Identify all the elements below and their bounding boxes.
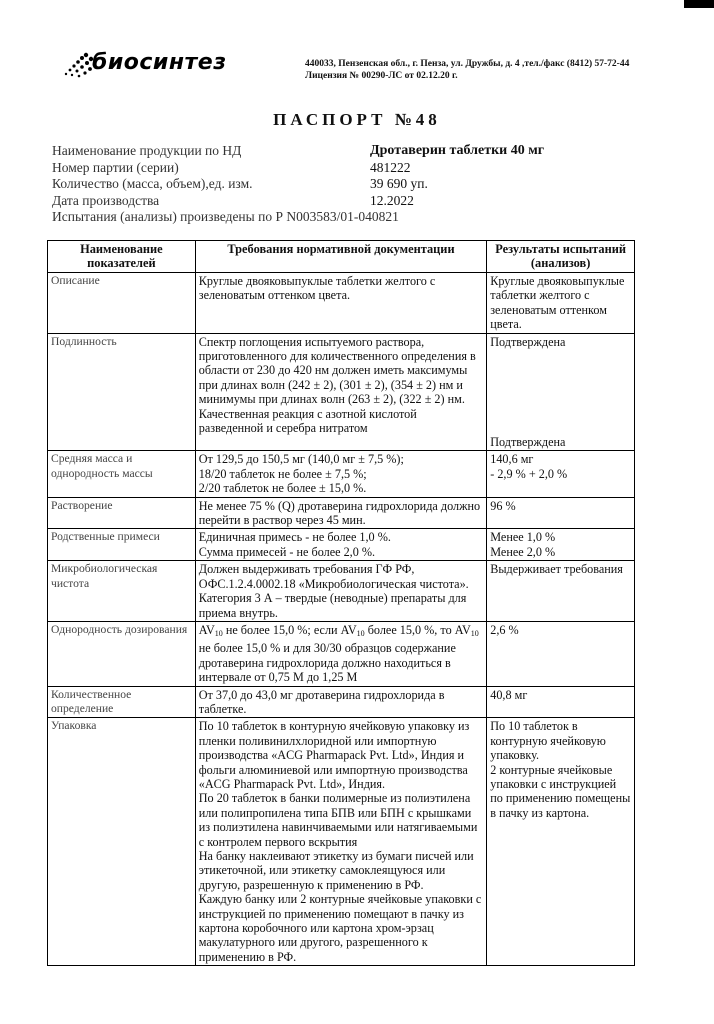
result-cell: 96 % [487, 497, 635, 529]
result-cell: 2,6 % [487, 621, 635, 686]
requirement-cell: По 10 таблеток в контурную ячейковую упаковку из пленки поливинилхлоридной или импортную производства «ACG Pharmapack Pvt. Ltd», Индия и фольги алюминиевой или импортную производства «ACG Pharmapack Pvt. Ltd», Индия. По 20 таблеток в банки полимерные из полиэтилена или полипропилена типа БПВ или БПН с крышками из полиэтилена навинчиваемыми или натягиваемыми с контролем первого вскрытия На банку наклеивают этикетку из бумаги писчей или этикеточной, или этикетку самоклеящуюся или другую, разрешенную к применению в РФ. Каждую банку или 2 контурные ячейковые упаковки с инструкцией по применению помещают в пачку из картона коробочного или картона хром-эрзац макулатурного или другого, разрешенного к применению в РФ. [195, 718, 486, 966]
av-subscript: 10 [470, 628, 479, 638]
result-cell: Круглые двояковыпуклые таблетки желтого с зеленоватым оттенком цвета. [487, 273, 635, 334]
result-cell [487, 333, 635, 451]
av-subscript: 10 [356, 628, 365, 638]
requirement-text: не более 15,0 % и для 30/30 образцов содержание дротаверина гидрохлорида должно находиться в интервале от 0,75 М до 1,25 М [198, 641, 456, 685]
table-row [48, 718, 635, 966]
table-row [48, 686, 635, 718]
indicator-cell: Растворение [48, 497, 196, 529]
requirement-text: более 15,0 %, то [364, 622, 455, 637]
av-subscript: 10 [214, 628, 223, 638]
requirement-cell: Круглые двояковыпуклые таблетки желтого с зеленоватым оттенком цвета. [195, 273, 486, 334]
requirement-cell: Единичная примесь - не более 1,0 %. Сумма примесей - не более 2,0 %. [195, 529, 486, 561]
result-cell: 140,6 мг - 2,9 % + 2,0 % [487, 451, 635, 497]
result-cell: Выдерживает требования [487, 561, 635, 622]
meta-value: 39 690 уп. [370, 176, 428, 191]
result-value: Подтверждена [490, 435, 566, 450]
address-line: 440033, Пензенская обл., г. Пенза, ул. Дружбы, д. 4 ,тел./факс (8412) 57-72-44 [305, 59, 630, 69]
av-label: AV [454, 622, 471, 637]
requirement-cell [195, 621, 486, 686]
test-results-table [47, 240, 635, 966]
requirement-cell: От 37,0 до 43,0 мг дротаверина гидрохлорида в таблетке. [195, 686, 486, 718]
requirement-cell: Не менее 75 % (Q) дротаверина гидрохлорида должно перейти в раствор через 45 мин. [195, 497, 486, 529]
meta-label: Дата производства [52, 192, 160, 208]
indicator-cell: Средняя масса и однородность массы [48, 451, 196, 497]
indicator-cell: Однородность дозирования [48, 621, 196, 686]
meta-row-quantity [52, 176, 672, 193]
meta-value: 12.2022 [370, 192, 414, 208]
result-cell: Менее 1,0 % Менее 2,0 % [487, 529, 635, 561]
meta-row-date [52, 193, 672, 210]
meta-value: Дротаверин таблетки 40 мг [370, 143, 545, 158]
table-row [48, 529, 635, 561]
result-value: Подтверждена [490, 334, 566, 349]
product-meta [52, 143, 672, 226]
indicator-cell: Микробиологическая чистота [48, 561, 196, 622]
license-line: Лицензия № 00290-ЛС от 02.12.20 г. [305, 71, 458, 81]
document-title: ПАСПОРТ №48 [273, 110, 441, 129]
indicator-cell: Упаковка [48, 718, 196, 966]
meta-value: 481222 [370, 159, 411, 175]
company-name: биосинтез [92, 50, 227, 75]
indicator-cell: Родственные примеси [48, 529, 196, 561]
indicator-cell: Описание [48, 273, 196, 334]
meta-label: Количество (масса, объем),ед. изм. [52, 176, 253, 191]
table-row [48, 561, 635, 622]
meta-label: Наименование продукции по НД [52, 143, 242, 158]
header-results: Результаты испытаний (анализов) [487, 241, 635, 273]
meta-row-batch [52, 160, 672, 177]
table-row [48, 273, 635, 334]
table-row [48, 621, 635, 686]
result-cell: По 10 таблеток в контурную ячейковую упаковку. 2 контурные ячейковые упаковки с инструкцией по применению помещены в пачку из картона. [487, 718, 635, 966]
scan-corner-mark [684, 0, 714, 8]
company-address [305, 58, 629, 82]
meta-row-tests [52, 209, 672, 226]
tests-line: Испытания (анализы) произведены по Р N003583/01-040821 [52, 209, 399, 224]
table-row [48, 333, 635, 451]
requirement-text: не более 15,0 %; если [222, 622, 341, 637]
meta-label: Номер партии (серии) [52, 159, 179, 175]
header-requirements: Требования нормативной документации [195, 241, 486, 273]
av-label: AV [198, 622, 215, 637]
requirement-cell: Должен выдерживать требования ГФ РФ, ОФС.1.2.4.0002.18 «Микробиологическая чистота». Категория 3 А – твердые (неводные) препараты для приема внутрь. [195, 561, 486, 622]
header-indicator: Наименование показателей [48, 241, 196, 273]
requirement-cell: От 129,5 до 150,5 мг (140,0 мг ± 7,5 %); 18/20 таблеток не более ± 7,5 %; 2/20 таблеток не более ± 15,0 %. [195, 451, 486, 497]
logo-dots-icon [65, 53, 93, 78]
indicator-cell: Количественное определение [48, 686, 196, 718]
table-header-row [48, 241, 635, 273]
indicator-cell: Подлинность [48, 333, 196, 451]
requirement-cell: Спектр поглощения испытуемого раствора, приготовленного для количественного определения в области от 230 до 420 нм должен иметь максимумы при длинах волн (242 ± 2), (301 ± 2), (354 ± 2) нм и минимумы при длинах волн (263 ± 2), (322 ± 2) нм. Качественная реакция с азотной кислотой разведенной и серебра нитратом [195, 333, 486, 451]
meta-row-product [52, 143, 672, 160]
table-row [48, 497, 635, 529]
av-label: AV [340, 622, 357, 637]
result-cell: 40,8 мг [487, 686, 635, 718]
table-row [48, 451, 635, 497]
